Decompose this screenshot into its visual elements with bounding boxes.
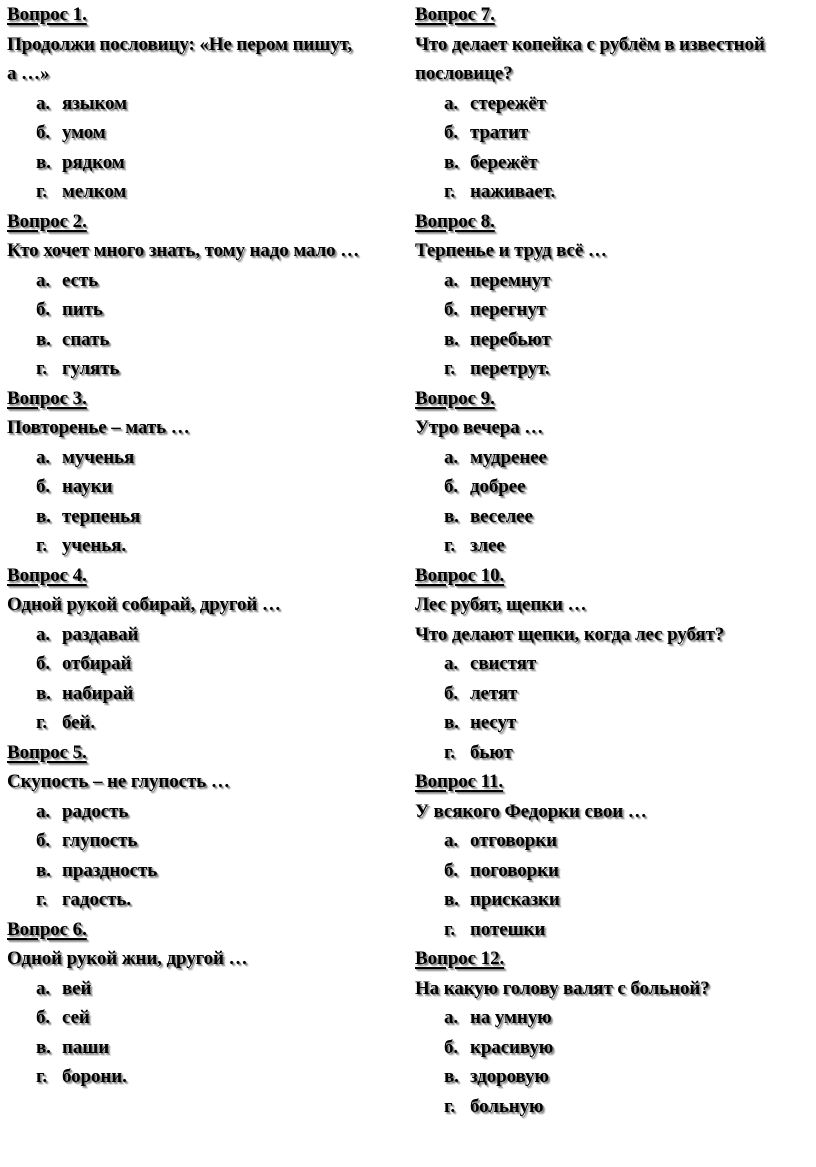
option-text: гадость. — [62, 889, 132, 910]
option-text: раздавай — [62, 623, 139, 645]
option-marker: б. — [36, 830, 51, 851]
answer-option — [415, 708, 810, 738]
option-text: на умную — [470, 1007, 552, 1028]
question-title: Вопрос 1. — [7, 4, 87, 25]
option-marker: в. — [444, 505, 459, 527]
answer-option — [7, 1062, 405, 1092]
option-text: потешки — [470, 918, 546, 940]
option-text: паши — [62, 1036, 110, 1058]
option-text: отбирай — [62, 653, 132, 674]
option-text: добрее — [470, 476, 526, 497]
option-text: рядком — [62, 151, 125, 173]
option-marker: а. — [36, 800, 51, 822]
answer-option — [7, 502, 405, 532]
answer-options — [7, 443, 405, 561]
option-text: поговорки — [470, 859, 559, 881]
question-text: У всякого Федорки свои … — [415, 800, 647, 822]
question-text: Что делает копейка с рублём в известной — [415, 33, 765, 55]
answer-option — [7, 148, 405, 178]
option-text: отговорки — [470, 830, 557, 851]
question-block — [7, 384, 405, 561]
option-text: несут — [470, 712, 517, 733]
option-marker: г. — [36, 181, 48, 202]
answer-option — [7, 1033, 405, 1063]
answer-option — [415, 177, 810, 207]
answer-options — [7, 89, 405, 207]
option-text: радость — [62, 800, 129, 822]
question-title: Вопрос 7. — [415, 4, 495, 25]
option-text: стережёт — [470, 92, 546, 114]
answer-option — [415, 354, 810, 384]
option-marker: г. — [444, 535, 456, 556]
answer-options — [415, 443, 810, 561]
answer-options — [415, 89, 810, 207]
question-title: Вопрос 2. — [7, 210, 87, 232]
question-block — [415, 384, 810, 561]
answer-options — [415, 1003, 810, 1121]
answer-options — [7, 797, 405, 915]
question-title: Вопрос 5. — [7, 741, 87, 763]
option-marker: в. — [444, 1066, 459, 1087]
question-text: Скупость – не глупость … — [7, 771, 230, 792]
option-text: языком — [62, 92, 127, 114]
option-marker: в. — [36, 328, 51, 350]
option-marker: б. — [444, 682, 459, 704]
answer-option — [415, 295, 810, 325]
option-text: мелком — [62, 181, 127, 202]
question-text: Одной рукой собирай, другой … — [7, 594, 281, 615]
question-block — [7, 738, 405, 915]
option-marker: а. — [444, 653, 459, 674]
option-text: свистят — [470, 653, 537, 674]
option-marker: б. — [36, 1007, 51, 1028]
option-text: набирай — [62, 682, 134, 704]
answer-option — [415, 679, 810, 709]
option-text: науки — [62, 476, 113, 497]
option-text: бей. — [62, 712, 95, 733]
answer-option — [415, 1033, 810, 1063]
option-marker: а. — [36, 269, 51, 291]
option-text: мудренее — [470, 446, 547, 468]
question-block — [415, 0, 810, 207]
option-marker: б. — [36, 653, 51, 674]
answer-option — [7, 797, 405, 827]
option-marker: г. — [36, 358, 48, 379]
option-marker: г. — [444, 918, 456, 940]
answer-option — [7, 443, 405, 473]
option-marker: б. — [36, 122, 51, 143]
option-text: пить — [62, 299, 103, 320]
answer-option — [415, 649, 810, 679]
option-text: бережёт — [470, 151, 538, 173]
option-marker: б. — [444, 122, 459, 143]
answer-option — [415, 148, 810, 178]
question-title: Вопрос 11. — [415, 771, 504, 792]
answer-option — [415, 472, 810, 502]
answer-options — [7, 620, 405, 738]
answer-option — [415, 738, 810, 768]
option-marker: г. — [36, 1066, 48, 1087]
question-block — [415, 561, 810, 768]
answer-option — [415, 1062, 810, 1092]
option-marker: в. — [36, 859, 51, 881]
question-text: пословице? — [415, 63, 513, 84]
option-text: терпенья — [62, 505, 141, 527]
question-title: Вопрос 8. — [415, 210, 495, 232]
option-marker: а. — [36, 446, 51, 468]
question-title: Вопрос 10. — [415, 564, 505, 586]
option-text: праздность — [62, 859, 158, 881]
option-text: сей — [62, 1007, 90, 1028]
question-block — [415, 767, 810, 944]
answer-options — [7, 974, 405, 1092]
answer-option — [415, 266, 810, 296]
option-marker: б. — [36, 299, 51, 320]
option-text: перегнут — [470, 299, 546, 320]
question-text: Одной рукой жни, другой … — [7, 948, 248, 969]
option-text: тратит — [470, 122, 529, 143]
option-marker: в. — [36, 505, 51, 527]
option-marker: а. — [444, 830, 459, 851]
answer-option — [415, 826, 810, 856]
question-text: Продолжи пословицу: «Не пером пишут, — [7, 33, 353, 55]
option-marker: г. — [444, 181, 456, 202]
option-marker: г. — [36, 889, 48, 910]
option-marker: в. — [444, 889, 459, 910]
answer-option — [7, 472, 405, 502]
question-text: а …» — [7, 63, 50, 84]
option-text: вей — [62, 977, 92, 999]
option-text: присказки — [470, 889, 560, 910]
option-marker: в. — [36, 682, 51, 704]
option-text: борони. — [62, 1066, 127, 1087]
answer-option — [7, 118, 405, 148]
answer-option — [7, 266, 405, 296]
option-text: наживает. — [470, 181, 556, 202]
question-title: Вопрос 3. — [7, 387, 87, 409]
answer-option — [7, 325, 405, 355]
option-marker: а. — [444, 92, 459, 114]
answer-option — [415, 856, 810, 886]
quiz-column-left — [7, 0, 405, 1092]
answer-option — [415, 1092, 810, 1122]
question-block — [7, 561, 405, 738]
option-marker: б. — [444, 859, 459, 881]
answer-option — [415, 118, 810, 148]
question-text: На какую голову валят с больной? — [415, 977, 710, 999]
option-text: ученья. — [62, 535, 126, 556]
option-marker: г. — [36, 535, 48, 556]
option-marker: а. — [444, 269, 459, 291]
answer-option — [7, 89, 405, 119]
answer-option — [7, 620, 405, 650]
answer-option — [415, 443, 810, 473]
question-text: Терпенье и труд всё … — [415, 240, 607, 261]
question-title: Вопрос 12. — [415, 948, 505, 969]
option-text: перетрут. — [470, 358, 550, 379]
option-text: перебьют — [470, 328, 551, 350]
question-block — [415, 207, 810, 384]
answer-options — [415, 649, 810, 767]
answer-option — [7, 177, 405, 207]
option-marker: б. — [444, 476, 459, 497]
question-text: Лес рубят, щепки … — [415, 594, 587, 615]
question-block — [7, 0, 405, 207]
answer-option — [415, 89, 810, 119]
answer-option — [7, 885, 405, 915]
option-marker: а. — [36, 977, 51, 999]
option-marker: в. — [444, 712, 459, 733]
option-text: мученья — [62, 446, 135, 468]
option-marker: б. — [444, 1036, 459, 1058]
answer-option — [7, 708, 405, 738]
question-title: Вопрос 9. — [415, 387, 495, 409]
option-marker: г. — [36, 712, 48, 733]
option-text: больную — [470, 1095, 544, 1117]
option-text: летят — [470, 682, 518, 704]
answer-option — [415, 325, 810, 355]
answer-option — [415, 1003, 810, 1033]
question-block — [415, 944, 810, 1121]
option-text: здоровую — [470, 1066, 549, 1087]
question-text: Утро вечера … — [415, 417, 544, 438]
option-text: глупость — [62, 830, 138, 851]
option-text: красивую — [470, 1036, 554, 1058]
option-marker: в. — [36, 1036, 51, 1058]
answer-option — [7, 295, 405, 325]
answer-option — [415, 885, 810, 915]
option-marker: а. — [444, 446, 459, 468]
answer-option — [7, 531, 405, 561]
option-text: бьют — [470, 741, 513, 763]
option-text: есть — [62, 269, 99, 291]
answer-option — [7, 679, 405, 709]
option-marker: а. — [444, 1007, 459, 1028]
answer-option — [7, 826, 405, 856]
option-marker: б. — [36, 476, 51, 497]
answer-options — [415, 266, 810, 384]
answer-option — [7, 974, 405, 1004]
answer-option — [415, 531, 810, 561]
option-marker: в. — [444, 328, 459, 350]
question-block — [7, 915, 405, 1092]
answer-option — [7, 649, 405, 679]
answer-option — [415, 915, 810, 945]
option-marker: а. — [36, 92, 51, 114]
option-marker: г. — [444, 358, 456, 379]
question-block — [7, 207, 405, 384]
question-text: Что делают щепки, когда лес рубят? — [415, 623, 725, 645]
question-title: Вопрос 6. — [7, 918, 87, 940]
answer-option — [7, 354, 405, 384]
option-marker: г. — [444, 741, 456, 763]
answer-option — [7, 856, 405, 886]
option-marker: а. — [36, 623, 51, 645]
option-marker: в. — [36, 151, 51, 173]
option-text: умом — [62, 122, 106, 143]
option-marker: в. — [444, 151, 459, 173]
question-text: Кто хочет много знать, тому надо мало … — [7, 240, 360, 261]
option-text: спать — [62, 328, 110, 350]
option-text: перемнут — [470, 269, 551, 291]
question-title: Вопрос 4. — [7, 564, 87, 586]
option-marker: г. — [444, 1095, 456, 1117]
option-marker: б. — [444, 299, 459, 320]
answer-option — [415, 502, 810, 532]
quiz-column-right — [415, 0, 810, 1121]
answer-option — [7, 1003, 405, 1033]
answer-options — [7, 266, 405, 384]
option-text: веселее — [470, 505, 533, 527]
option-text: гулять — [62, 358, 120, 379]
option-text: злее — [470, 535, 505, 556]
question-text: Повторенье – мать … — [7, 417, 190, 438]
answer-options — [415, 826, 810, 944]
